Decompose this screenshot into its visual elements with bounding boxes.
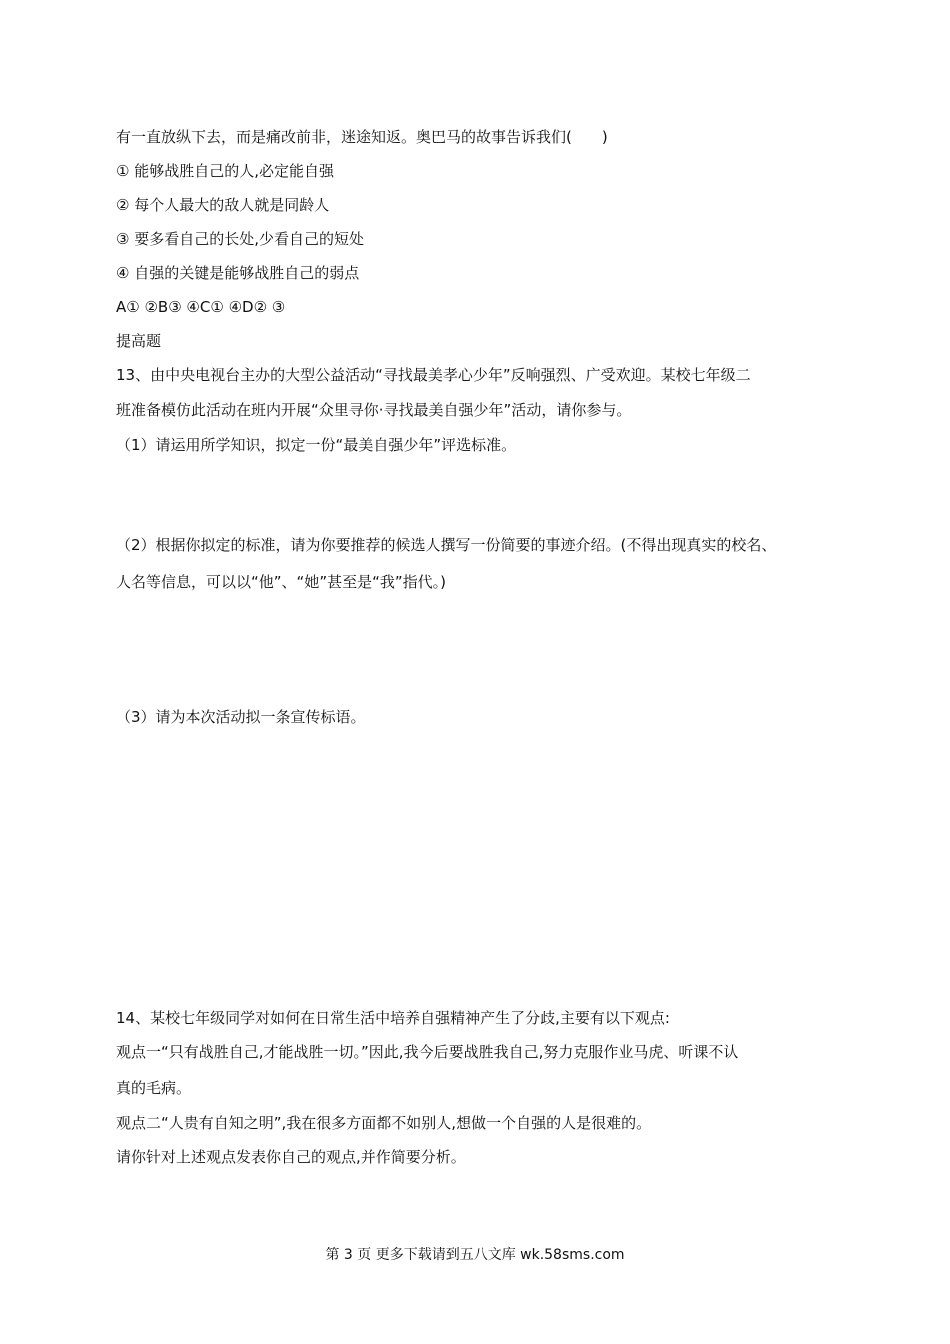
question-13-part-3: （3）请为本次活动拟一条宣传标语。 [116,708,366,726]
question-12-option-4: ④ 自强的关键是能够战胜自己的弱点 [116,264,360,282]
question-14-view-1-line-1: 观点一“只有战胜自己,才能战胜一切。”因此,我今后要战胜我自己,努力克服作业马虎、听课不认 [116,1043,739,1061]
question-12-option-3: ③ 要多看自己的长处,少看自己的短处 [116,230,364,248]
question-14-prompt: 请你针对上述观点发表你自己的观点,并作简要分析。 [116,1148,466,1166]
question-13-part-2-line-1: （2）根据你拟定的标准，请为你要推荐的候选人撰写一份简要的事迹介绍。(不得出现真实的校名、 [116,536,777,554]
question-14-stem: 14、某校七年级同学对如何在日常生活中培养自强精神产生了分歧,主要有以下观点: [116,1009,670,1027]
question-13-part-2-line-2: 人名等信息，可以以“他”、“她”甚至是“我”指代。) [116,573,446,591]
question-13-stem-line-2: 班准备模仿此活动在班内开展“众里寻你·寻找最美自强少年”活动，请你参与。 [116,401,632,419]
question-12-choices: A① ②B③ ④C① ④D② ③ [116,298,286,316]
question-13-stem-line-1: 13、由中央电视台主办的大型公益活动“寻找最美孝心少年”反响强烈、广受欢迎。某校七年级二 [116,366,751,384]
section-heading: 提高题 [116,332,162,350]
question-14-view-2: 观点二“人贵有自知之明”,我在很多方面都不如别人,想做一个自强的人是很难的。 [116,1114,652,1132]
question-12-stem-end: 有一直放纵下去，而是痛改前非，迷途知返。奥巴马的故事告诉我们( ) [116,128,608,146]
question-12-option-2: ② 每个人最大的敌人就是同龄人 [116,196,330,214]
question-14-view-1-line-2: 真的毛病。 [116,1079,192,1097]
question-13-part-1: （1）请运用所学知识，拟定一份“最美自强少年”评选标准。 [116,436,517,454]
question-12-option-1: ① 能够战胜自己的人,必定能自强 [116,162,334,180]
page-footer: 第 3 页 更多下载请到五八文库 wk.58sms.com [325,1247,625,1263]
